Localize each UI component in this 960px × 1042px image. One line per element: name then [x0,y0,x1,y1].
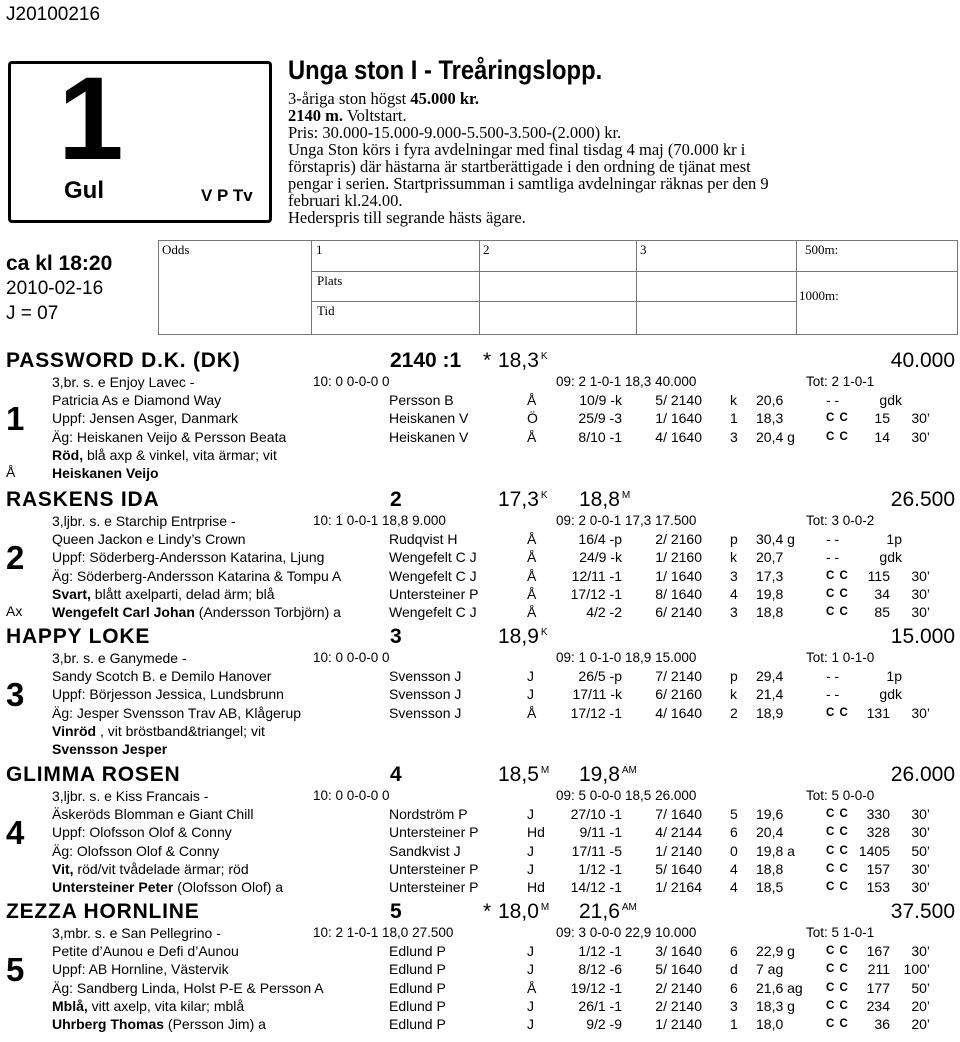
start-track: J [527,943,534,960]
horse-record-2 [579,349,581,373]
place-1-label: 1 [316,242,323,257]
horse-stats-total: Tot: 2 1-0-1 [806,374,875,389]
start-odds: gdk [879,686,902,703]
horse-start-number: 3 [6,676,25,714]
start-symbol: C C [826,569,849,582]
start-track: J [527,860,534,877]
start-placing-distance: 6/ 2140 [655,604,702,620]
horse-name: ZEZZA HORNLINE [6,900,200,923]
horse-colors: Vit, röd/vit tvådelade ärmar; röd [52,860,249,877]
start-odds: 14 [874,428,890,445]
start-prize: 30’ [911,943,930,960]
start-date: 17/12 -1 [570,585,622,602]
start-time: 17,3 [756,567,784,584]
start-placing-distance: 1/ 2164 [655,879,702,895]
horse-star: * [483,349,492,372]
horse-stats-2010: 10: 1 0-0-1 18,8 9.000 [313,513,446,528]
start-position: 6 [730,943,738,960]
start-prize: 30’ [911,860,930,877]
horse-stats-2009: 09: 1 0-1-0 18,9 15.000 [556,650,697,665]
start-driver: Nordström P [389,806,468,823]
start-date: 10/9 -k [579,392,622,409]
horse-colors: Svart, blått axelparti, delad ärm; blå [52,585,275,602]
start-track: Å [527,567,537,584]
start-track: J [527,806,534,823]
start-placing-distance: 5/ 2140 [655,392,702,409]
horse-record-2: 18,8 $^M$ [579,488,631,511]
start-driver: Wengefelt C J [389,567,477,584]
start-placing-distance: 1/ 1640 [655,410,702,427]
horse-stats-2009: 09: 5 0-0-0 18,5 26.000 [556,788,697,803]
start-odds: 1p [886,531,902,548]
horse-name: GLIMMA ROSEN [6,763,181,786]
horse-breeder: Uppf: Söderberg-Andersson Katarina, Ljung [52,549,325,566]
start-prize: 100’ [903,961,930,978]
horse-record-1: 18,0 $^M$ [498,900,550,923]
horse-mark: Ax [6,603,23,619]
start-driver: Untersteiner P [389,824,479,841]
start-time: 20,6 [756,392,784,409]
horse-stats-2010: 10: 2 1-0-1 18,0 27.500 [313,925,454,940]
start-driver: Heiskanen V [389,410,469,427]
start-position: d [730,961,738,978]
start-odds: gdk [879,549,902,566]
horse-start-number: 1 [6,400,25,438]
start-prize: 20’ [911,997,930,1014]
start-position: 3 [730,997,738,1014]
start-symbol: C C [826,606,849,618]
horse-record-2: 19,8 $^{AM}$ [579,763,637,786]
start-driver: Rudqvist H [389,531,458,548]
start-odds: 157 [866,860,890,877]
horse-owner: Äg: Heiskanen Veijo & Persson Beata [52,428,287,445]
start-driver: Edlund P [389,979,446,996]
horse-trainer: Svensson Jesper [52,741,168,757]
horse-record-1: 18,3 $^K$ [498,349,548,372]
start-track: J [527,668,534,685]
document-id: J20100216 [6,4,101,25]
start-placing-distance: 1/ 2140 [655,1016,702,1032]
start-symbol: C C [826,706,849,719]
start-date: 8/12 -6 [578,961,622,978]
start-time: 20,4 [756,824,784,841]
start-time: 18,9 [756,704,784,721]
start-symbol: C C [826,981,849,994]
start-time: 18,0 [756,1016,784,1032]
start-position: k [730,392,737,409]
horse-start-number: 5 [6,951,25,989]
start-placing-distance: 4/ 1640 [655,428,702,445]
start-prize: 30’ [911,410,930,427]
horse-owner: Äg: Olofsson Olof & Conny [52,842,220,859]
odds-entry-box [158,240,958,335]
start-odds: 34 [874,585,890,602]
start-prize: 30’ [911,704,930,721]
start-time: 19,8 a [756,842,795,859]
start-prize: 50’ [911,842,930,859]
start-time: 18,3 [756,410,784,427]
start-driver: Wengefelt C J [389,549,477,566]
start-driver: Edlund P [389,943,446,960]
horse-entry [0,625,960,760]
start-track: J [527,997,534,1014]
start-time: 29,4 [756,668,784,685]
start-track: Hd [527,824,545,841]
start-prize: 30’ [911,604,930,620]
start-time: 18,5 [756,879,784,895]
start-odds: 1405 [858,842,890,859]
start-date: 1/12 -1 [578,860,622,877]
horse-stats-2010: 10: 0 0-0-0 0 [313,788,390,803]
start-track: Å [527,979,537,996]
start-symbol: - - [826,549,840,566]
start-symbol: C C [826,808,849,821]
start-odds: 131 [866,704,890,721]
race-number: 1 [58,53,120,185]
race-color-label: Gul [64,177,104,204]
start-placing-distance: 6/ 2160 [655,686,702,703]
start-time: 20,4 g [756,428,795,445]
horse-breeder: Uppf: AB Hornline, Västervik [52,961,229,978]
start-placing-distance: 4/ 1640 [655,704,702,721]
horse-total-earnings: 40.000 [890,349,955,372]
horse-record-1: 18,5 $^M$ [498,763,550,786]
start-odds: 153 [866,879,890,895]
500m-label: 500m: [805,242,839,257]
start-placing-distance: 2/ 2140 [655,979,702,996]
horse-stats-2010: 10: 0 0-0-0 0 [313,374,390,389]
start-date: 17/11 -5 [571,842,622,859]
start-track: J [527,686,534,703]
start-track: J [527,842,534,859]
start-placing-distance: 2/ 2140 [655,997,702,1014]
start-position: 4 [730,879,738,895]
start-odds: 115 [867,567,890,584]
start-placing-distance: 8/ 1640 [655,585,702,602]
start-driver: Svensson J [389,668,462,685]
start-placing-distance: 1/ 2140 [655,842,702,859]
horse-distance: 4 [390,763,402,786]
start-date: 17/12 -1 [570,704,622,721]
horse-trainer: Untersteiner Peter (Olofsson Olof) a [52,879,284,895]
start-odds: 15 [874,410,890,427]
start-date: 9/2 -9 [586,1016,622,1032]
tid-label: Tid [317,303,335,318]
start-time: 22,9 g [756,943,795,960]
horse-record-1: 18,9 $^K$ [498,625,548,648]
start-odds: 85 [874,604,890,620]
horse-name: RASKENS IDA [6,488,160,511]
horse-stats-total: Tot: 5 0-0-0 [806,788,875,803]
start-symbol: C C [826,587,849,600]
start-position: 4 [730,585,738,602]
horse-total-earnings: 26.000 [890,763,955,786]
start-date: 4/2 -2 [586,604,622,620]
horse-colors: Vinröd , vit bröstband&triangel; vit [52,722,265,739]
horse-distance: 5 [390,900,402,923]
start-track: Ö [527,410,538,427]
start-track: Å [527,428,537,445]
horse-stats-2009: 09: 2 0-0-1 17,3 17.500 [556,513,697,528]
start-placing-distance: 2/ 2160 [655,531,702,548]
start-position: 3 [730,604,738,620]
horse-stats-2010: 10: 0 0-0-0 0 [313,650,390,665]
start-date: 14/12 -1 [570,879,622,895]
start-time: 18,8 [756,604,784,620]
start-time: 18,8 [756,860,784,877]
horse-trainer: Uhrberg Thomas (Persson Jim) a [52,1016,266,1032]
start-prize: 30’ [911,428,930,445]
start-odds: 211 [867,961,890,978]
place-2-label: 2 [483,242,490,257]
horse-pedigree: Queen Jackon e Lindy’s Crown [52,531,246,548]
start-symbol: C C [826,1018,849,1030]
start-position: 1 [730,1016,738,1032]
horse-stats-total: Tot: 1 0-1-0 [806,650,875,665]
horse-info: 3,ljbr. s. e Starchip Entrprise - [52,513,236,529]
start-prize: 20’ [911,1016,930,1032]
start-odds: 330 [866,806,890,823]
horse-trainer: Wengefelt Carl Johan (Andersson Torbjörn) a [52,604,341,620]
horse-info: 3,br. s. e Ganymede - [52,650,187,666]
start-position: 3 [730,567,738,584]
start-placing-distance: 7/ 1640 [655,806,702,823]
start-placing-distance: 1/ 1640 [655,567,702,584]
start-odds: 328 [866,824,890,841]
start-symbol: C C [826,844,849,857]
start-track: Hd [527,879,545,895]
start-date: 12/11 -1 [571,567,622,584]
horse-distance: 2 [390,488,402,511]
start-time: 21,4 [756,686,784,703]
horse-entry [0,763,960,898]
start-position: 1 [730,410,738,427]
start-prize: 50’ [911,979,930,996]
start-track: J [527,961,534,978]
start-driver: Heiskanen V [389,428,469,445]
start-placing-distance: 5/ 1640 [655,961,702,978]
start-time: 20,7 [756,549,784,566]
start-placing-distance: 3/ 1640 [655,943,702,960]
horse-record-1: 17,3 $^K$ [498,488,548,511]
start-symbol: - - [826,686,840,703]
start-time: 19,6 [756,806,784,823]
horse-entry [0,900,960,1035]
start-position: 3 [730,428,738,445]
horse-pedigree: Sandy Scotch B. e Demilo Hanover [52,668,272,685]
start-symbol: C C [826,430,849,443]
horse-star: * [483,900,492,923]
start-driver: Svensson J [389,686,462,703]
start-date: 1/12 -1 [578,943,622,960]
start-track: Å [527,704,537,721]
start-symbol: C C [826,999,849,1012]
start-prize: 30’ [911,879,930,895]
horse-owner: Äg: Söderberg-Andersson Katarina & Tompu A [52,567,342,584]
start-date: 26/5 -p [578,668,622,685]
start-track: Å [527,392,537,409]
horse-colors: Röd, blå axp & vinkel, vita ärmar; vit [52,446,277,463]
start-symbol: C C [826,826,849,839]
start-driver: Edlund P [389,961,446,978]
start-driver: Untersteiner P [389,879,479,895]
horse-record-2 [579,625,581,649]
start-symbol: C C [826,862,849,875]
horse-start-number: 2 [6,539,25,577]
race-j-code: J = 07 [6,303,59,324]
horse-name: HAPPY LOKE [6,625,151,648]
start-driver: Untersteiner P [389,860,479,877]
start-symbol: C C [826,945,849,958]
horse-distance: 3 [390,625,402,648]
start-odds: 1p [886,668,902,685]
race-date: 2010-02-16 [6,278,104,299]
odds-label: Odds [162,242,190,257]
horse-breeder: Uppf: Jensen Asger, Danmark [52,410,238,427]
start-symbol: - - [826,668,840,685]
start-date: 9/11 -1 [579,824,622,841]
start-driver: Svensson J [389,704,462,721]
horse-stats-2009: 09: 3 0-0-0 22,9 10.000 [556,925,697,940]
horse-owner: Äg: Jesper Svensson Trav AB, Klågerup [52,704,302,721]
start-prize: 30’ [911,567,930,584]
start-position: p [730,668,738,685]
start-date: 26/1 -1 [578,997,622,1014]
start-driver: Edlund P [389,1016,446,1032]
start-time: 21,6 ag [756,979,803,996]
start-prize: 30’ [911,806,930,823]
horse-info: 3,mbr. s. e San Pellegrino - [52,925,221,941]
plats-label: Plats [317,273,343,288]
horse-entry [0,349,960,484]
start-position: 0 [730,842,738,859]
horse-pedigree: Petite d’Aunou e Defi d’Aunou [52,943,239,960]
start-position: 2 [730,704,738,721]
race-conditions: 3-åriga ston högst 45.000 kr. 2140 m. Voltstart. Pris: 30.000-15.000-9.000-5.500-3.500-(2.000) kr. Unga Ston körs i fyra avdelningar med final tisdag 4 maj (70.000 kr i förstapris) där hästarna är startberättigade i den ordning de tjänat mest pengar i serien. Startprissumman i samtliga avdelningar räknas per den 9 februari kl.24.00. Hederspris till segrande hästs ägare. [288,89,769,227]
start-track: Å [527,585,537,602]
start-odds: 177 [866,979,890,996]
start-symbol: C C [826,963,849,976]
start-time: 7 ag [756,961,784,978]
start-position: 6 [730,979,738,996]
race-title: Unga ston I - Treåringslopp. [288,55,603,85]
start-placing-distance: 4/ 2144 [655,824,702,841]
start-position: 4 [730,860,738,877]
start-symbol: C C [826,412,849,425]
start-date: 27/10 -1 [570,806,622,823]
horse-owner: Äg: Sandberg Linda, Holst P-E & Persson A [52,979,324,996]
start-position: 6 [730,824,738,841]
start-time: 30,4 g [756,531,795,548]
start-placing-distance: 7/ 2140 [655,668,702,685]
1000m-label: 1000m: [799,288,839,303]
horse-distance: 2140 :1 [390,349,462,372]
start-odds: 234 [866,997,890,1014]
start-time: 18,3 g [756,997,795,1014]
horse-breeder: Uppf: Olofsson Olof & Conny [52,824,232,841]
bet-types: V P Tv [201,186,253,205]
horse-start-number: 4 [6,814,25,852]
start-position: p [730,531,738,548]
horse-info: 3,br. s. e Enjoy Lavec - [52,374,195,390]
start-symbol: - - [826,392,840,409]
horse-mark: Å [6,464,16,480]
horse-record-2: 21,6 $^{AM}$ [579,900,637,923]
place-3-label: 3 [640,242,647,257]
horse-pedigree: Patricia As e Diamond Way [52,392,222,409]
start-driver: Edlund P [389,997,446,1014]
horse-entry [0,488,960,623]
start-date: 8/10 -1 [578,428,622,445]
start-date: 17/11 -k [572,686,622,703]
horse-name: PASSWORD D.K. (DK) [6,349,241,372]
horse-total-earnings: 15.000 [890,625,955,648]
start-position: 5 [730,806,738,823]
start-prize: 30’ [911,585,930,602]
start-track: Å [527,604,537,620]
race-start-time: ca kl 18:20 [6,252,113,275]
start-driver: Sandkvist J [389,842,461,859]
horse-pedigree: Äskeröds Blomman e Giant Chill [52,806,254,823]
start-odds: gdk [879,392,902,409]
horse-stats-total: Tot: 5 1-0-1 [806,925,875,940]
start-driver: Untersteiner P [389,585,479,602]
start-time: 19,8 [756,585,784,602]
start-position: k [730,686,737,703]
start-placing-distance: 1/ 2160 [655,549,702,566]
start-date: 16/4 -p [578,531,622,548]
start-driver: Persson B [389,392,454,409]
start-date: 25/9 -3 [578,410,622,427]
start-track: Å [527,549,537,566]
horse-stats-2009: 09: 2 1-0-1 18,3 40.000 [556,374,697,389]
start-placing-distance: 5/ 1640 [655,860,702,877]
start-symbol: C C [826,881,849,893]
start-prize: 30’ [911,824,930,841]
horse-total-earnings: 37.500 [890,900,955,923]
horse-breeder: Uppf: Börjesson Jessica, Lundsbrunn [52,686,284,703]
horse-stats-total: Tot: 3 0-0-2 [806,513,875,528]
horse-colors: Mblå, vitt axelp, vita kilar; mblå [52,997,245,1014]
start-track: J [527,1016,534,1032]
start-odds: 36 [874,1016,890,1032]
start-date: 19/12 -1 [570,979,622,996]
start-track: Å [527,531,537,548]
start-odds: 167 [866,943,890,960]
start-position: k [730,549,737,566]
start-symbol: - - [826,531,840,548]
start-date: 24/9 -k [579,549,622,566]
horse-trainer: Heiskanen Veijo [52,465,159,481]
start-driver: Wengefelt C J [389,604,477,620]
horse-total-earnings: 26.500 [890,488,955,511]
horse-info: 3,ljbr. s. e Kiss Francais - [52,788,209,804]
